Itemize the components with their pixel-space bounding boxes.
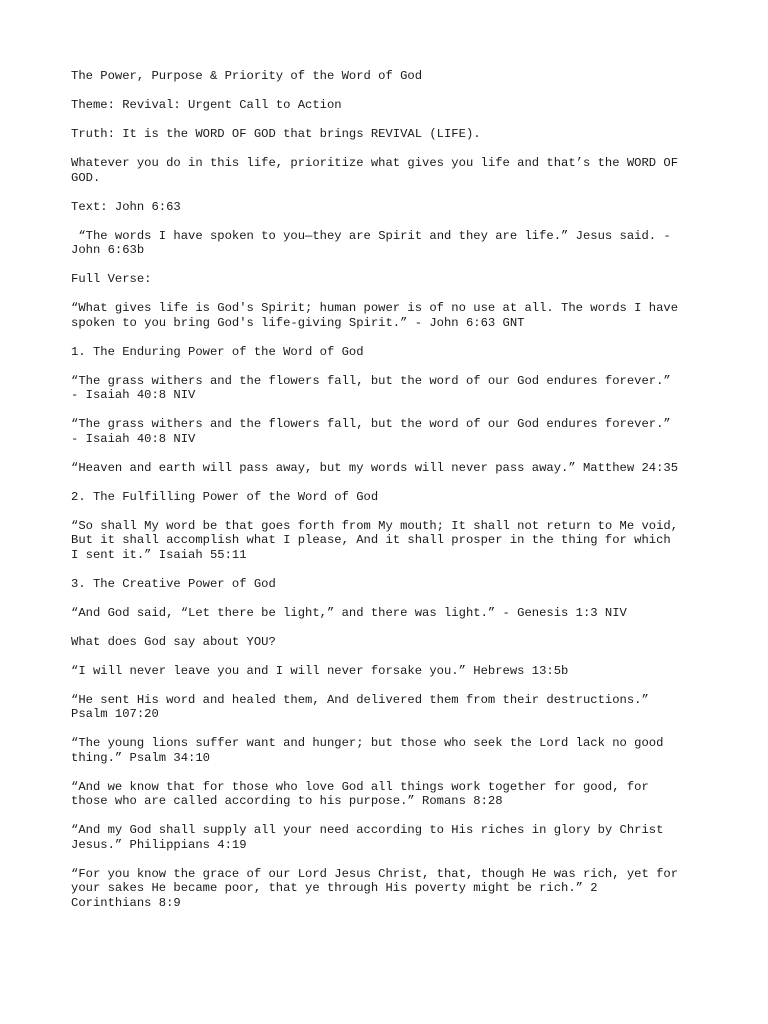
section-heading-1: 1. The Enduring Power of the Word of God	[71, 344, 364, 359]
document-page	[71, 69, 703, 925]
verse-quote: “He sent His word and healed them, And delivered them from their destructions.” Psalm 107:20	[71, 692, 649, 721]
question-heading: What does God say about YOU?	[71, 634, 276, 649]
intro-paragraph: Whatever you do in this life, prioritize what gives you life and that’s the WORD OF GOD.	[71, 156, 679, 185]
truth-line: Truth: It is the WORD OF GOD that brings REVIVAL (LIFE).	[71, 127, 481, 141]
verse-quote: “And my God shall supply all your need according to His riches in glory by Christ Jesus.” Philippians 4:19	[71, 823, 664, 852]
verse-quote: “The young lions suffer want and hunger; but those who seek the Lord lack no good thing.” Psalm 34:10	[71, 736, 664, 765]
verse-quote: “I will never leave you and I will never forsake you.” Hebrews 13:5b	[71, 663, 569, 678]
verse-quote: “The grass withers and the flowers fall, but the word of our God endures forever.” - Isaiah 40:8 NIV	[71, 373, 671, 402]
verse-quote: “Heaven and earth will pass away, but my words will never pass away.” Matthew 24:35	[71, 460, 679, 475]
theme-line: Theme: Revival: Urgent Call to Action	[71, 98, 342, 112]
section-heading-2: 2. The Fulfilling Power of the Word of God	[71, 489, 379, 504]
full-verse-label: Full Verse:	[71, 272, 152, 286]
verse-quote: “The grass withers and the flowers fall, but the word of our God endures forever.” - Isaiah 40:8 NIV	[71, 417, 671, 446]
section-heading-3: 3. The Creative Power of God	[71, 576, 276, 591]
text-reference: Text: John 6:63	[71, 199, 181, 214]
verse-quote: “And we know that for those who love God all things work together for good, for those who are called according to his purpose.” Romans 8:28	[71, 779, 649, 808]
document-title: The Power, Purpose & Priority of the Word of God	[71, 69, 423, 83]
verse-quote: “For you know the grace of our Lord Jesus Christ, that, though He was rich, yet for your sakes He became poor, that ye through His poverty might be rich.” 2 Corinthians 8:9	[71, 866, 679, 910]
verse-quote: “And God said, “Let there be light,” and there was light.” - Genesis 1:3 NIV	[71, 605, 627, 620]
verse-quote: “So shall My word be that goes forth from My mouth; It shall not return to Me void, But it shall accomplish what I please, And it shall prosper in the thing for which I sent it.” Isaiah 55:11	[71, 518, 679, 562]
key-verse-quote: “The words I have spoken to you—they are Spirit and they are life.” Jesus said. - John 6:63b	[71, 228, 671, 257]
full-verse-quote: “What gives life is God's Spirit; human power is of no use at all. The words I have spoken to you bring God's life-giving Spirit.” - John 6:63 GNT	[71, 301, 679, 330]
